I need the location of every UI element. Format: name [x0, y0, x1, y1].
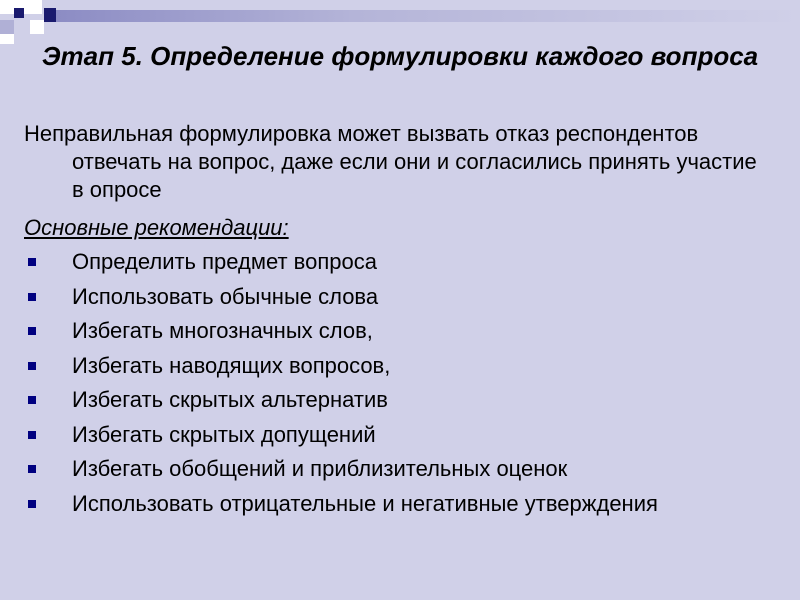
square-bullet-icon [28, 465, 36, 473]
square-bullet-icon [28, 293, 36, 301]
square-bullet-icon [28, 362, 36, 370]
list-item [24, 490, 764, 518]
list-item [24, 317, 764, 345]
list-item-text: Избегать скрытых альтернатив [72, 387, 388, 412]
intro-paragraph: Неправильная формулировка может вызвать отказ респондентов отвечать на вопрос, даже если они и согласились принять участие в опросе [24, 121, 757, 202]
square-bullet-icon [28, 258, 36, 266]
slide-title: Этап 5. Определение формулировки каждого вопроса [41, 41, 759, 71]
deco-square [0, 0, 14, 14]
list-item-text: Избегать наводящих вопросов, [72, 352, 391, 378]
slide-body [24, 120, 764, 524]
list-item [24, 386, 764, 414]
list-item [24, 248, 764, 276]
list-item-text: Использовать обычные слова [72, 283, 379, 309]
square-bullet-icon [28, 327, 36, 335]
deco-square [0, 20, 14, 34]
list-item-text: Избегать многозначных слов, [72, 318, 373, 343]
list-item-text: Определить предмет вопроса [72, 249, 377, 274]
deco-square [14, 8, 24, 18]
deco-square [44, 8, 56, 22]
list-item [24, 455, 764, 483]
list-item [24, 352, 764, 380]
square-bullet-icon [28, 500, 36, 508]
header-decoration [0, 0, 800, 40]
list-item-text: Избегать скрытых допущений [72, 421, 376, 447]
list-item-text: Использовать отрицательные и негативные утверждения [72, 490, 658, 516]
deco-square [30, 20, 44, 34]
list-item [24, 421, 764, 449]
deco-square [28, 0, 42, 14]
deco-gradient-bar [56, 10, 800, 22]
list-item [24, 283, 764, 311]
square-bullet-icon [28, 431, 36, 439]
recommendations-heading: Основные рекомендации: [24, 215, 289, 240]
list-item-text: Избегать обобщений и приблизительных оценок [72, 456, 568, 481]
square-bullet-icon [28, 396, 36, 404]
recommendations-list [24, 248, 764, 518]
deco-square [0, 34, 14, 44]
